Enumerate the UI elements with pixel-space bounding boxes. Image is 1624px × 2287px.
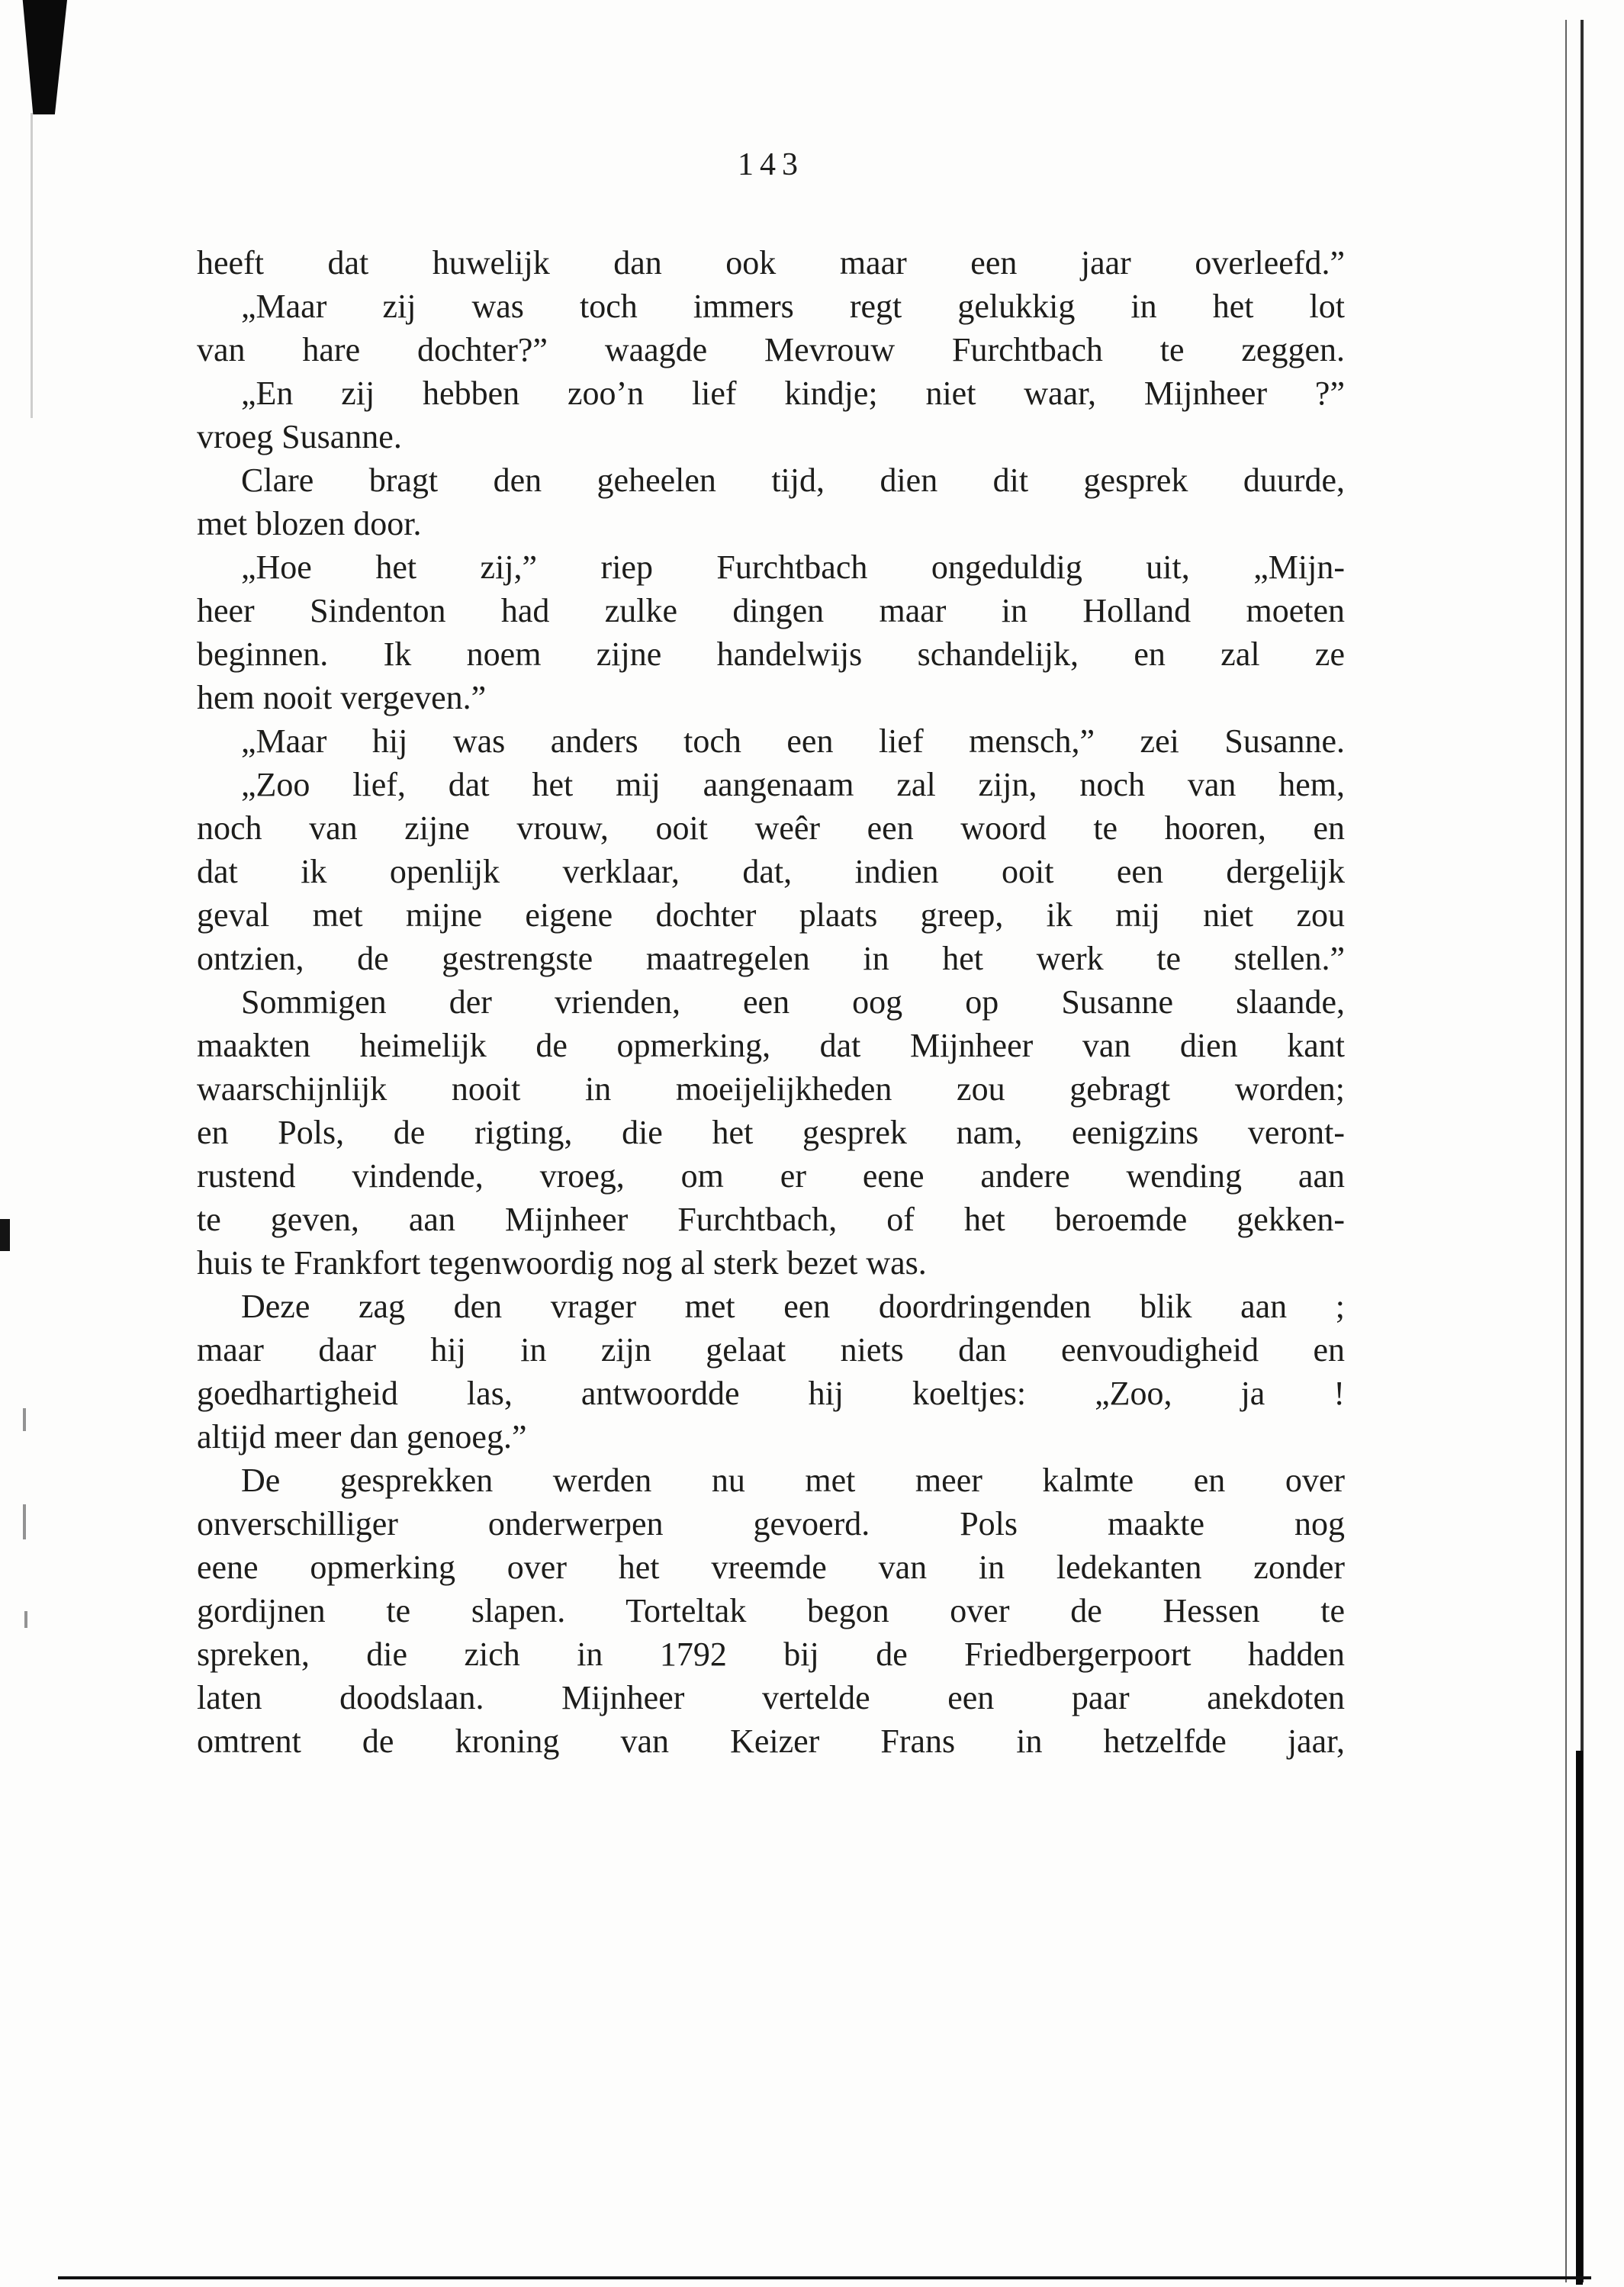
text-line: met blozen door. bbox=[197, 505, 422, 542]
text-line: beginnen. Ik noem zijne handelwijs schandelijk, en zal ze bbox=[197, 635, 1345, 673]
text-line: en Pols, de rigting, die het gesprek nam, eenigzins veront- bbox=[197, 1114, 1345, 1151]
scan-mark-left-margin-2 bbox=[23, 1504, 26, 1539]
scan-smudge-top-left bbox=[20, 0, 67, 114]
text-line: „Hoe het zij,” riep Furchtbach ongeduldig uit, „Mijn- bbox=[241, 548, 1345, 586]
text-line: laten doodslaan. Mijnheer vertelde een paar anekdoten bbox=[197, 1679, 1345, 1716]
text-line: maar daar hij in zijn gelaat niets dan eenvoudigheid en bbox=[197, 1331, 1345, 1369]
scan-line-left-edge bbox=[31, 113, 33, 418]
text-line: „Maar hij was anders toch een lief mensch,” zei Susanne. bbox=[241, 722, 1345, 760]
text-line: omtrent de kroning van Keizer Frans in hetzelfde jaar, bbox=[197, 1722, 1345, 1760]
scan-mark-left-margin-3 bbox=[24, 1611, 27, 1628]
text-line: geval met mijne eigene dochter plaats greep, ik mij niet zou bbox=[197, 896, 1345, 934]
text-line: hem nooit vergeven.” bbox=[197, 679, 487, 716]
text-line: gordijnen te slapen. Torteltak begon over de Hessen te bbox=[197, 1592, 1345, 1629]
text-line: rustend vindende, vroeg, om er eene andere wending aan bbox=[197, 1157, 1345, 1195]
text-line: onverschilliger onderwerpen gevoerd. Pols maakte nog bbox=[197, 1505, 1345, 1542]
text-line: goedhartigheid las, antwoordde hij koeltjes: „Zoo, ja ! bbox=[197, 1375, 1345, 1412]
text-line: „En zij hebben zoo’n lief kindje; niet waar, Mijnheer ?” bbox=[241, 375, 1345, 412]
text-line: waarschijnlijk nooit in moeijelijkheden zou gebragt worden; bbox=[197, 1070, 1345, 1108]
text-line: altijd meer dan genoeg.” bbox=[197, 1418, 527, 1456]
text-line: Sommigen der vrienden, een oog op Susanne slaande, bbox=[241, 983, 1345, 1021]
text-line: heer Sindenton had zulke dingen maar in Holland moeten bbox=[197, 592, 1345, 629]
scan-mark-left-edge bbox=[0, 1219, 10, 1251]
page-number: 143 bbox=[738, 147, 804, 182]
scan-line-bottom-edge bbox=[58, 2276, 1591, 2279]
scan-line-right-edge-outer bbox=[1565, 20, 1567, 2282]
text-line: heeft dat huwelijk dan ook maar een jaar overleefd.” bbox=[197, 244, 1345, 281]
text-line: maakten heimelijk de opmerking, dat Mijnheer van dien kant bbox=[197, 1027, 1345, 1064]
text-line: „Zoo lief, dat het mij aangenaam zal zijn, noch van hem, bbox=[241, 766, 1345, 803]
text-line: vroeg Susanne. bbox=[197, 418, 402, 455]
text-line: Clare bragt den geheelen tijd, dien dit gesprek duurde, bbox=[241, 462, 1345, 499]
scan-mark-left-margin-1 bbox=[23, 1408, 26, 1431]
text-line: eene opmerking over het vreemde van in ledekanten zonder bbox=[197, 1549, 1345, 1586]
text-line: dat ik openlijk verklaar, dat, indien ooit een dergelijk bbox=[197, 853, 1345, 890]
text-line: huis te Frankfort tegenwoordig nog al sterk bezet was. bbox=[197, 1244, 927, 1282]
text-line: te geven, aan Mijnheer Furchtbach, of het beroemde gekken- bbox=[197, 1201, 1345, 1238]
text-block bbox=[197, 241, 1345, 1763]
text-line: van hare dochter?” waagde Mevrouw Furchtbach te zeggen. bbox=[197, 331, 1345, 368]
text-line: noch van zijne vrouw, ooit weêr een woord te hooren, en bbox=[197, 809, 1345, 847]
text-line: „Maar zij was toch immers regt gelukkig in het lot bbox=[241, 288, 1345, 325]
text-line: ontzien, de gestrengste maatregelen in het werk te stellen.” bbox=[197, 940, 1345, 977]
scan-line-right-edge-heavy bbox=[1576, 1751, 1583, 2285]
text-line: De gesprekken werden nu met meer kalmte en over bbox=[241, 1462, 1345, 1499]
text-line: Deze zag den vrager met een doordringenden blik aan ; bbox=[241, 1288, 1345, 1325]
text-line: spreken, die zich in 1792 bij de Friedbergerpoort hadden bbox=[197, 1636, 1345, 1673]
